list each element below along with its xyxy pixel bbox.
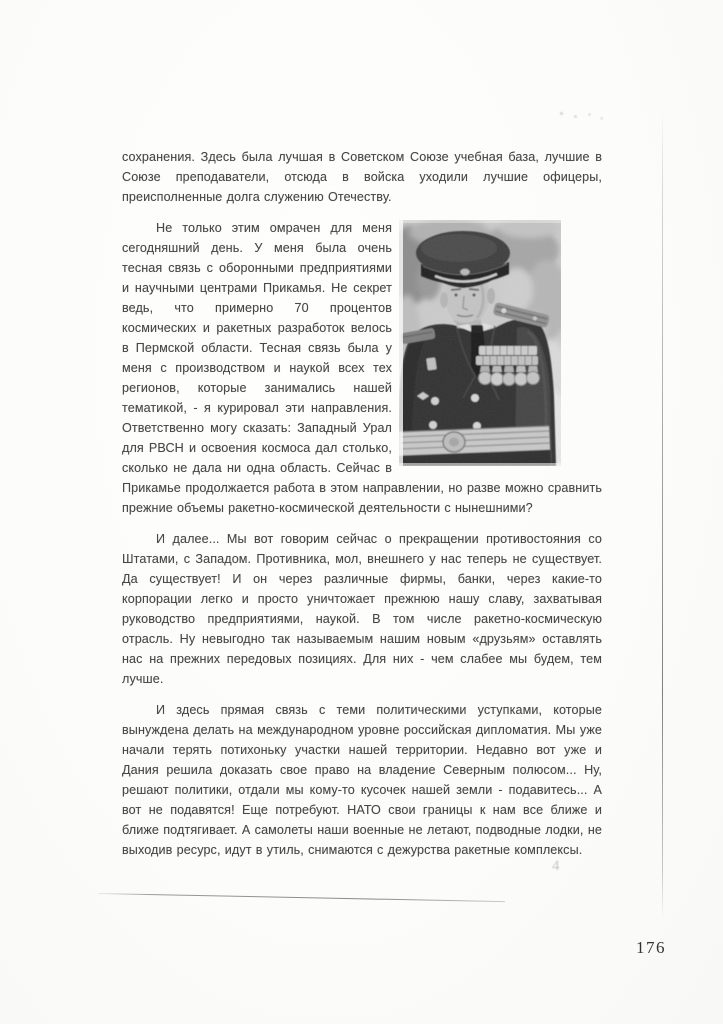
paragraph: сохранения. Здесь была лучшая в Советском Союзе учебная база, лучшие в Союзе преподаватели, отсюда в войска уходили лучшие офицеры, преисполненные долга служению Отечеству.: [122, 150, 602, 204]
scan-smudge-mark: 4: [552, 858, 560, 874]
paragraph: Не только этим омрачен для меня сегодняшний день. У меня была очень тесная связь с оборонными предприятиями и научными центрами Прикамья. Не секрет ведь, что примерно 70 процентов космических и ракетных разработок велось в Пермской области. Тесная связь была у меня с производством и наукой всех тех регионов, которые занимались нашей тематикой, - я курировал эти направления. Ответственно могу сказать: Западный Урал для РВСН и освоения космоса дал столько, сколько не дала ни одна область. Сейчас в Прикамье продолжается работа в этом направлении, но разве можно сравнить прежние объемы ракетно-космической деятельности с нынешними?: [122, 221, 602, 515]
scan-speck-artifacts: [560, 112, 563, 115]
officer-portrait-photo: [399, 220, 561, 466]
paragraph: И здесь прямая связь с теми политическими уступками, которые вынуждена делать на международном уровне российская дипломатия. Мы уже начали терять потихоньку участки нашей территории. Недавно вот уже и Дания решила доказать свое право на владение Северным полюсом... Ну, решают политики, отдали мы кому-то кусочек нашей земли - подавитесь... А вот не подавятся! Еще потребуют. НАТО свои границы к нам все ближе и ближе подтягивает. А самолеты наши военные не летают, подводные лодки, не выходив ресурс, идут в утиль, снимаются с дежурства ракетные комплексы.: [122, 703, 602, 857]
text-column: [122, 147, 602, 871]
page-number: 176: [636, 938, 666, 957]
scan-vertical-line-artifact: [662, 108, 663, 920]
scan-scratch-line-artifact: [98, 893, 505, 902]
paragraph: И далее... Мы вот говорим сейчас о прекращении противостояния со Штатами, с Западом. Противника, мол, внешнего у нас теперь не существует. Да существует! И он через различные фирмы, банки, через какие-то корпорации легко и просто уничтожает прежнюю нашу славу, захватывая руководство предприятиями, наукой. В том числе ракетно-космическую отрасль. Ну невыгодно так называемым нашим новым «друзьям» оставлять нас на прежних передовых позициях. Для них - чем слабее мы будем, тем лучше.: [122, 532, 602, 686]
officer-portrait-illustration: [399, 220, 561, 466]
